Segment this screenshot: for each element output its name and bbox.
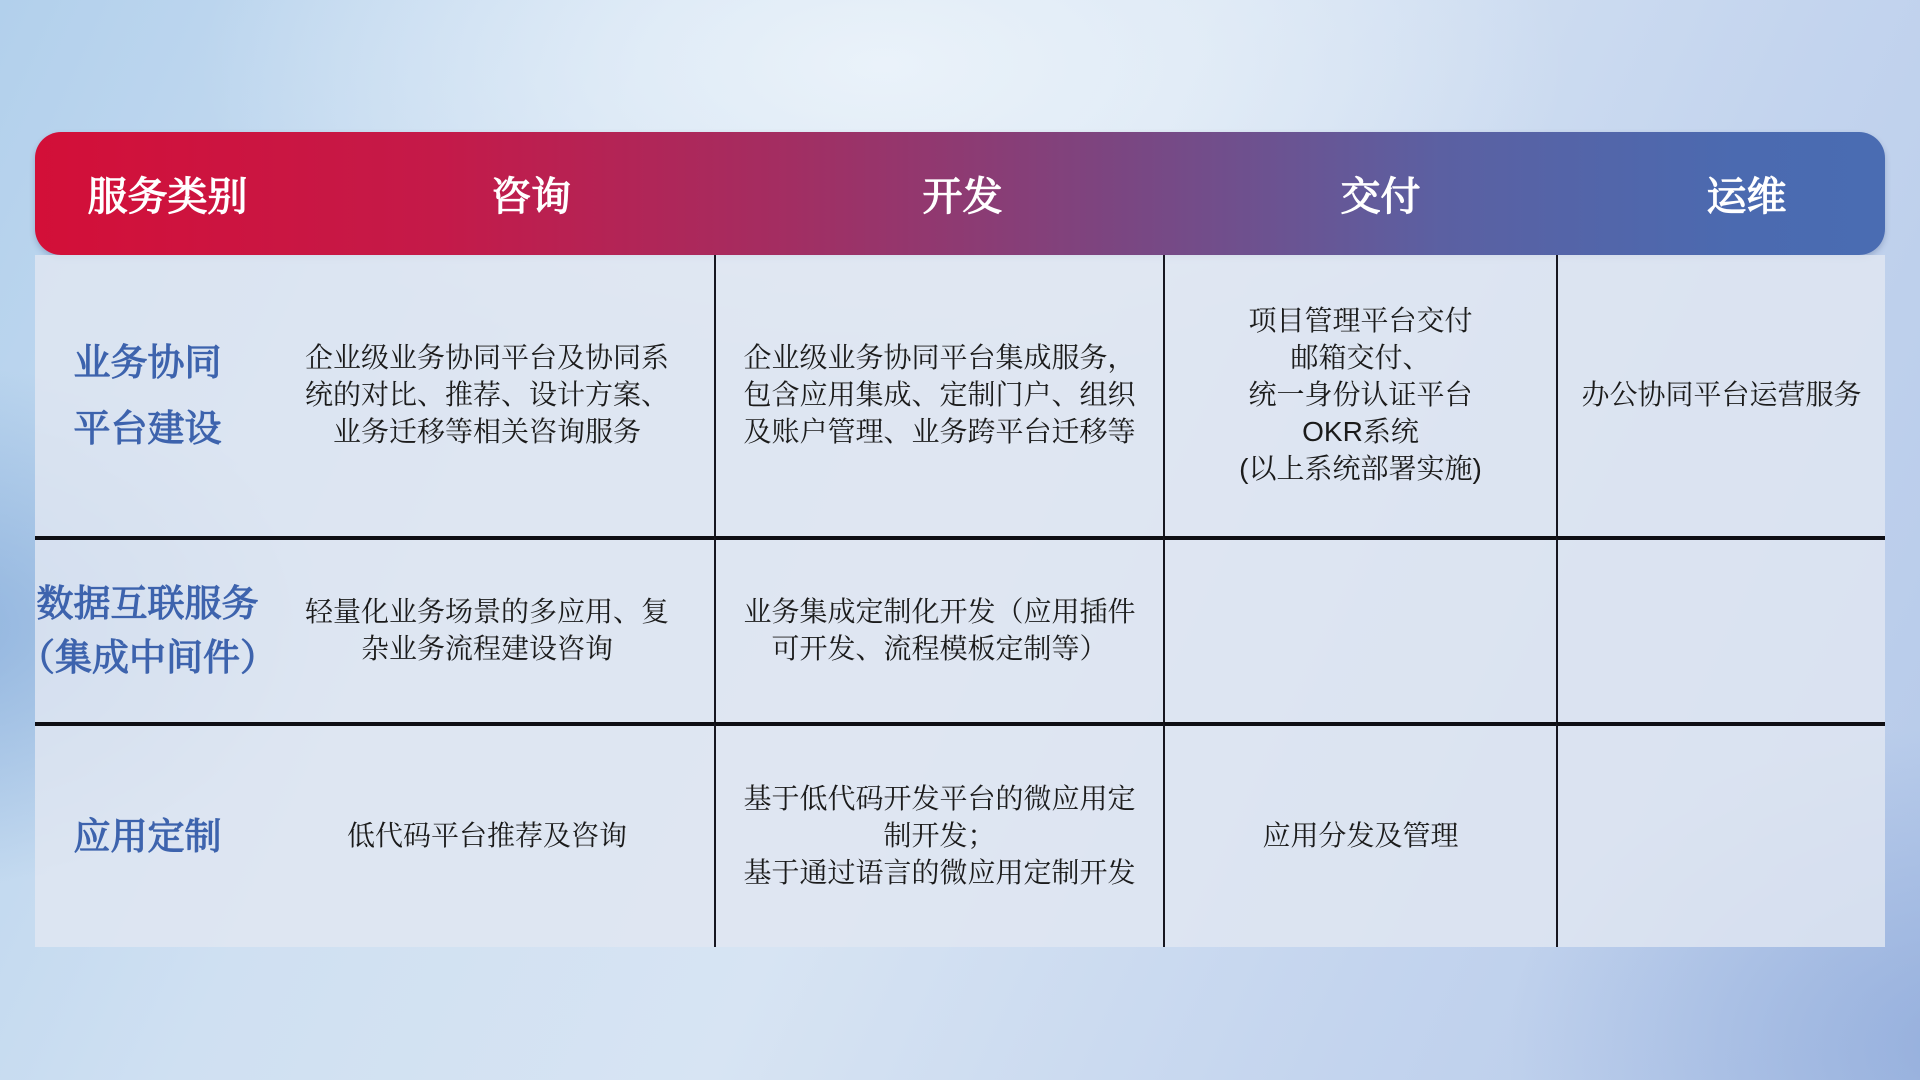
text-line: （集成中间件） xyxy=(18,637,277,678)
text-line: 办公协同平台运营服务 xyxy=(1581,379,1862,411)
cell-r3-operations-empty xyxy=(1556,722,1885,947)
header-delivery: 交付 xyxy=(1340,175,1421,219)
cell-r1-delivery xyxy=(1163,255,1556,536)
cell-r2-operations-empty xyxy=(1556,536,1885,722)
text-line: 制开发； xyxy=(883,820,996,852)
text-line: 邮箱交付、 xyxy=(1290,342,1431,374)
cell-r2-consulting xyxy=(260,536,714,722)
text-line: 应用定制 xyxy=(73,815,222,857)
text-line: 统的对比、推荐、设计方案、 xyxy=(304,379,669,411)
text-line: 应用分发及管理 xyxy=(1262,820,1459,852)
text-line: 业务迁移等相关咨询服务 xyxy=(332,415,641,447)
table-header-row xyxy=(35,132,1885,255)
table-body xyxy=(18,255,1885,947)
text-line: 可开发、流程模板定制等） xyxy=(771,633,1108,664)
cell-r3-consulting xyxy=(260,722,714,947)
service-matrix-table xyxy=(18,132,1885,947)
header-operations: 运维 xyxy=(1706,175,1787,219)
text-line: OKR系统 xyxy=(1302,415,1419,447)
text-line: 统一身份认证平台 xyxy=(1248,379,1473,411)
cell-r2-category xyxy=(18,536,277,722)
cell-r1-operations xyxy=(1556,255,1885,536)
cell-r3-delivery xyxy=(1163,722,1556,947)
text-line: 项目管理平台交付 xyxy=(1248,305,1473,337)
cell-r2-delivery-empty xyxy=(1163,536,1556,722)
text-line: (以上系统部署实施) xyxy=(1239,452,1482,484)
text-line: 业务协同 xyxy=(73,341,222,383)
cell-r3-category xyxy=(35,722,260,947)
text-line: 杂业务流程建设咨询 xyxy=(360,633,613,664)
text-line: 平台建设 xyxy=(73,407,222,449)
text-line: 企业级业务协同平台及协同系 xyxy=(304,342,669,374)
text-line: 基于通过语言的微应用定制开发 xyxy=(743,856,1136,888)
text-line: 及账户管理、业务跨平台迁移等 xyxy=(743,415,1136,447)
cell-r3-development xyxy=(714,722,1163,947)
header-service-category: 服务类别 xyxy=(87,175,248,219)
text-line: 企业级业务协同平台集成服务， xyxy=(743,342,1136,374)
cell-r1-consulting xyxy=(260,255,714,536)
cell-r2-development xyxy=(714,536,1163,722)
header-development: 开发 xyxy=(922,175,1003,219)
text-line: 包含应用集成、定制门户、组织 xyxy=(743,379,1136,411)
cell-r1-development xyxy=(714,255,1163,536)
cell-r1-category xyxy=(35,255,260,536)
text-line: 业务集成定制化开发（应用插件 xyxy=(743,596,1136,628)
text-line: 轻量化业务场景的多应用、复 xyxy=(304,596,669,628)
text-line: 低代码平台推荐及咨询 xyxy=(346,820,627,852)
text-line: 数据互联服务 xyxy=(36,583,259,625)
text-line: 基于低代码开发平台的微应用定 xyxy=(743,783,1136,815)
header-consulting: 咨询 xyxy=(491,175,571,219)
